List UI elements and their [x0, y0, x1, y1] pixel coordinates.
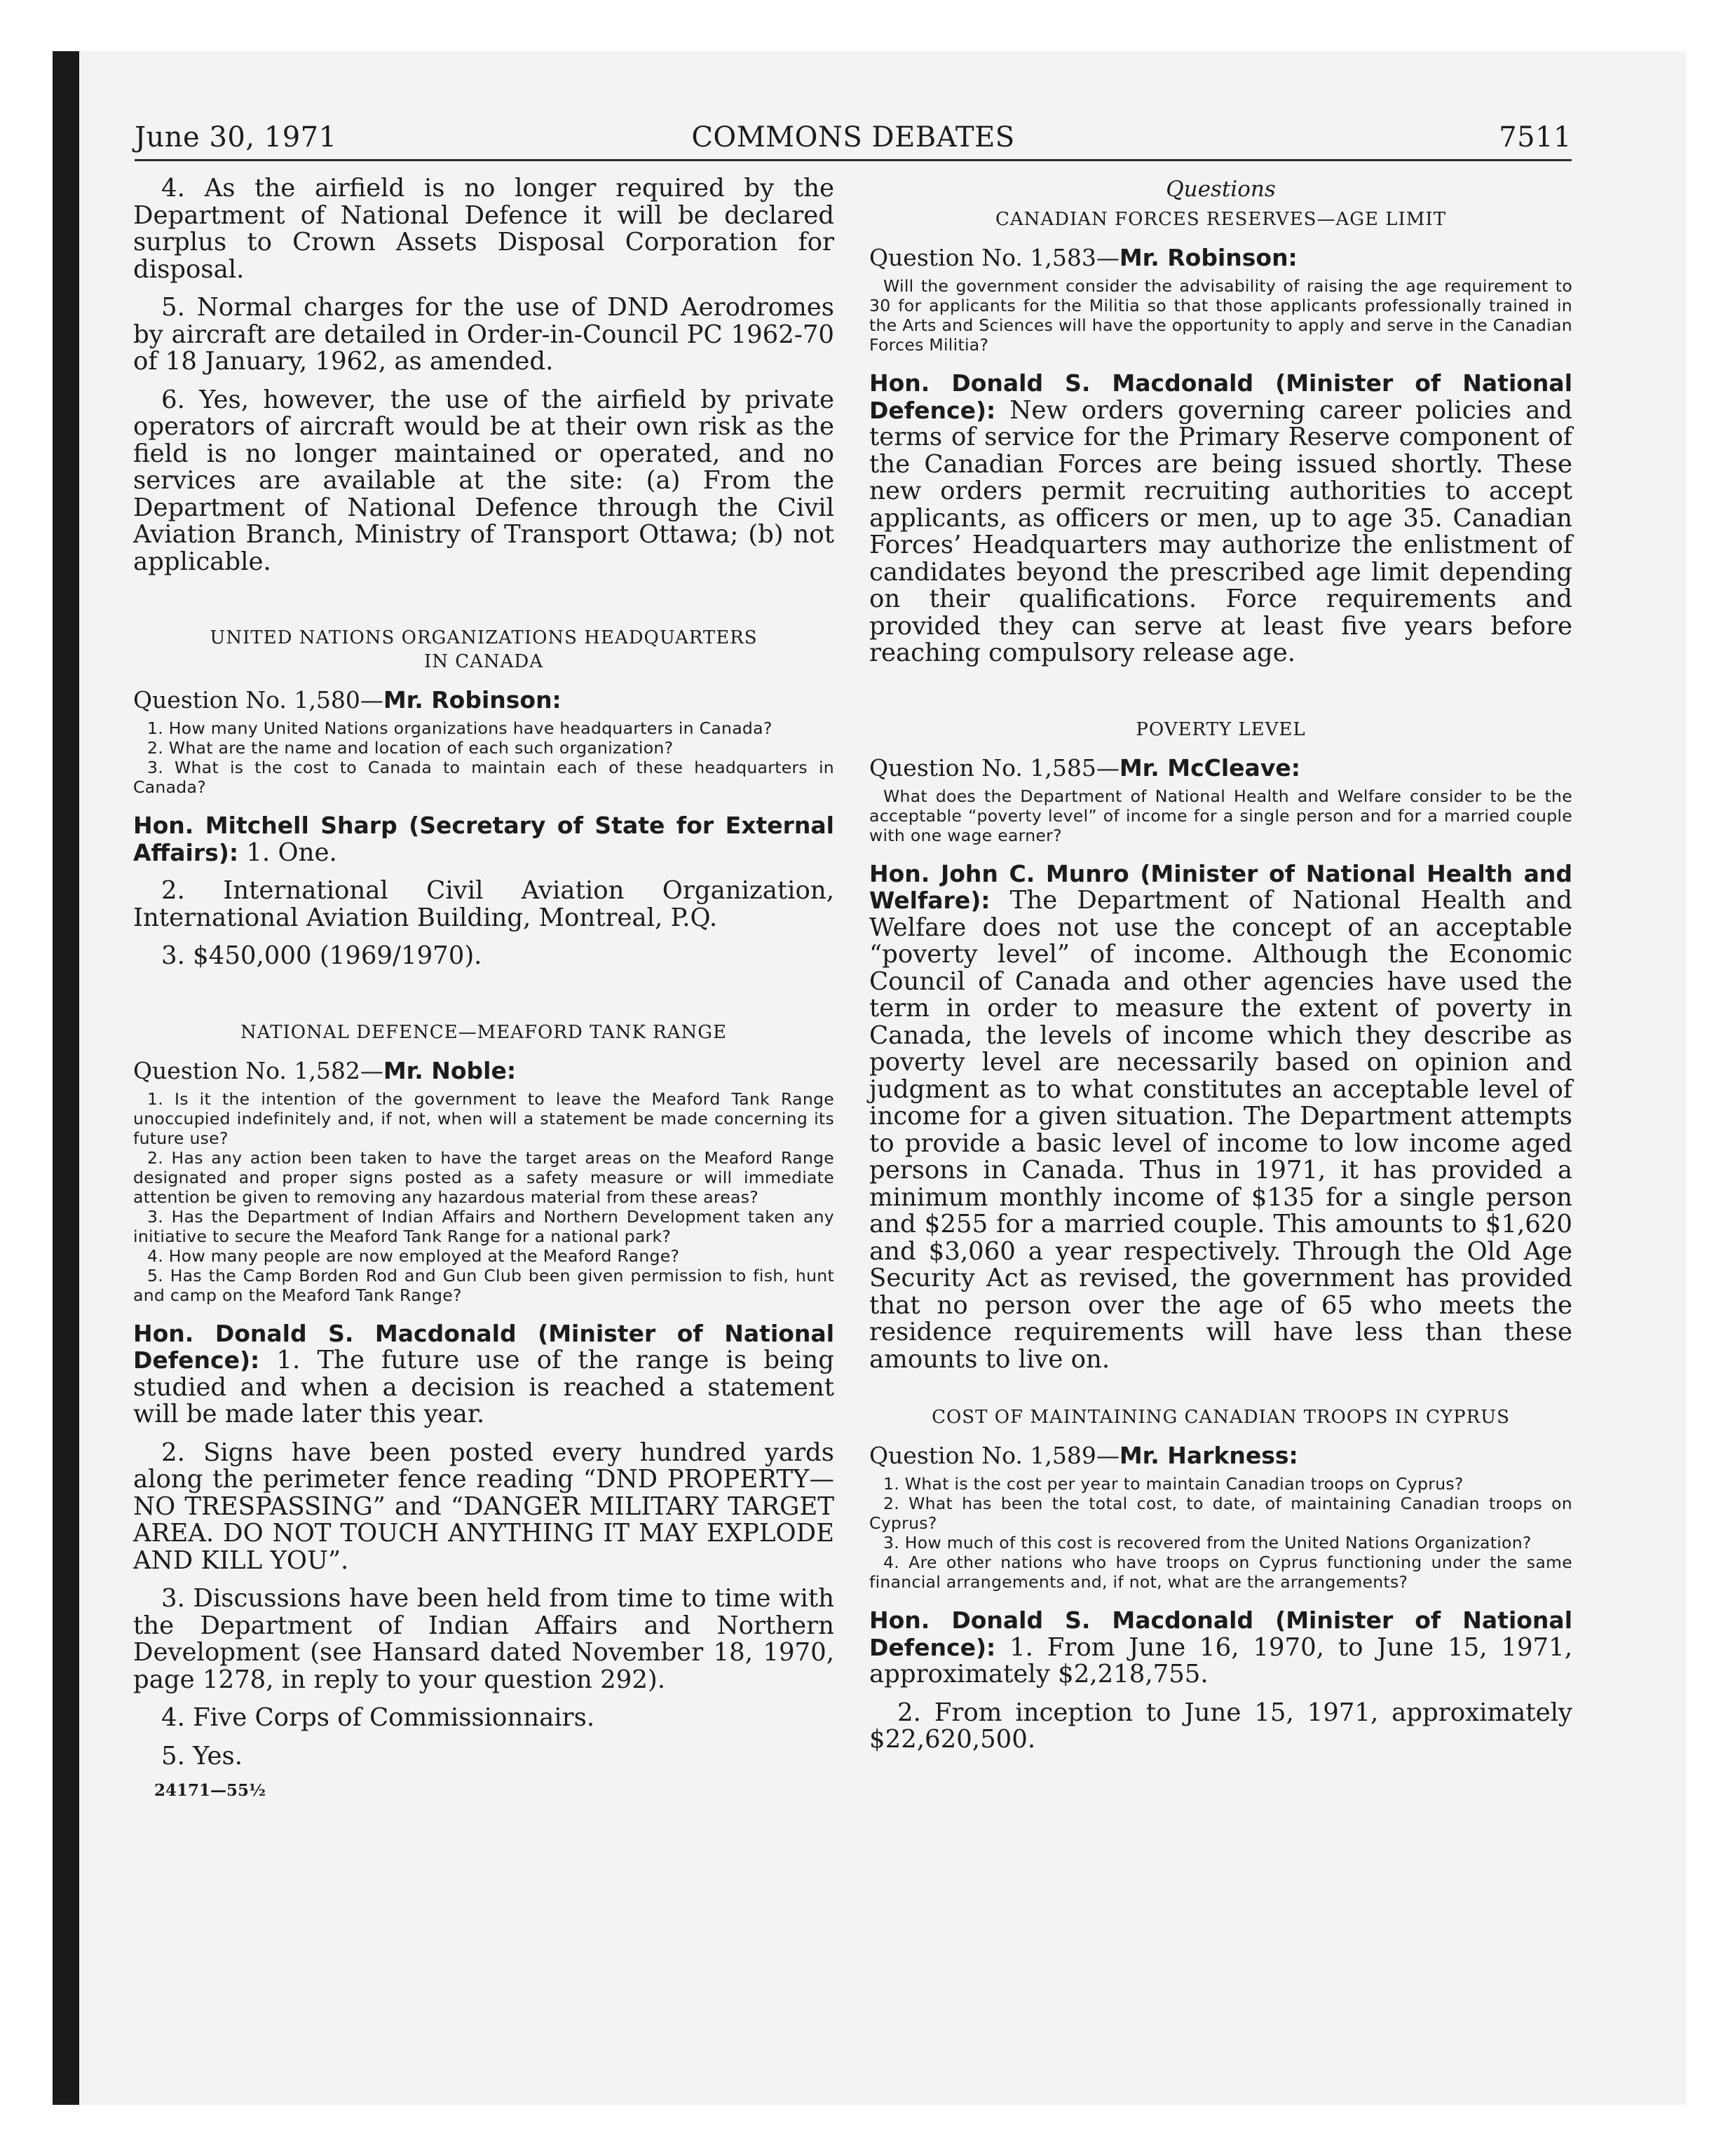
- question-text: What does the Department of National Health and Welfare consider to be the acceptable “poverty level” of income for a single person and for a married couple with one wage earner?: [869, 786, 1572, 845]
- section-meaford: [133, 1021, 834, 1770]
- question-text: 1. How many United Nations organizations have headquarters in Canada?: [147, 718, 773, 738]
- section-poverty: [869, 718, 1572, 1374]
- answer-paragraph: 2. Signs have been posted every hundred yards along the perimeter fence reading “DND PROPERTY—NO TRESPASSING” and “DANGER MILITARY TARGET AREA. DO NOT TOUCH ANYTHING IT MAY EXPLODE AND KILL YOU”.: [133, 1438, 834, 1575]
- question-block: [133, 1089, 834, 1305]
- header-page-number: 7511: [1499, 121, 1572, 153]
- answer-paragraph: [869, 1607, 1572, 1688]
- header-date: June 30, 1971: [135, 121, 337, 153]
- answer-paragraph: 4. Five Corps of Commissionnairs.: [161, 1703, 595, 1732]
- answer-paragraph: 5. Yes.: [161, 1741, 243, 1770]
- question-block: [869, 276, 1572, 355]
- right-column: [869, 175, 1572, 1765]
- question-text: 1. Is it the intention of the government to leave the Meaford Tank Range unoccupied indefinitely and, if not, when will a statement be made concerning its future use?: [133, 1089, 834, 1148]
- question-line: [133, 686, 834, 714]
- answer-paragraph: 3. Discussions have been held from time to time with the Department of Indian Affairs and Northern Development (see Hansard dated November 18, 1970, page 1278, in reply to your question 292).: [133, 1584, 834, 1694]
- answerer: Hon. Donald S. Macdonald (Minister of National Defence):: [869, 1606, 1572, 1661]
- answer-paragraph: [133, 812, 834, 866]
- header-title: COMMONS DEBATES: [691, 121, 1015, 153]
- asker: Mr. Harkness:: [1119, 1442, 1298, 1469]
- answerer: Hon. Donald S. Macdonald (Minister of National Defence):: [133, 1319, 834, 1374]
- page-header: [135, 116, 1572, 161]
- question-block: [869, 1474, 1572, 1592]
- answer-paragraph: [869, 861, 1572, 1374]
- answer-text: 1. One.: [246, 838, 337, 867]
- question-number: Question No. 1,583—: [869, 244, 1120, 271]
- answer-paragraph: 2. From inception to June 15, 1971, approximately $22,620,500.: [869, 1698, 1572, 1754]
- question-number: Question No. 1,582—: [133, 1056, 383, 1084]
- question-number: Question No. 1,585—: [869, 753, 1120, 782]
- answerer: Hon. Mitchell Sharp (Secretary of State for External Affairs):: [133, 812, 834, 866]
- heading-line: IN CANADA: [423, 651, 544, 672]
- heading-line: UNITED NATIONS ORGANIZATIONS HEADQUARTERS: [210, 627, 758, 648]
- asker: Mr. Noble:: [383, 1056, 517, 1084]
- section-label: Questions: [1166, 177, 1276, 202]
- question-text: 5. Has the Camp Borden Rod and Gun Club been given permission to fish, hunt and camp on the Meaford Tank Range?: [133, 1265, 834, 1305]
- asker: Mr. Robinson:: [1119, 244, 1298, 271]
- answerer: Hon. Donald S. Macdonald (Minister of National Defence):: [869, 369, 1572, 424]
- answer-paragraph: [869, 370, 1572, 667]
- answerer: Hon. John C. Munro (Minister of National Health and Welfare):: [869, 859, 1572, 914]
- left-column: [133, 175, 834, 1800]
- answer-paragraph: 3. $450,000 (1969/1970).: [161, 941, 482, 970]
- footer-code: 24171—55½: [154, 1781, 266, 1800]
- answer-paragraph: [133, 1321, 834, 1428]
- section-heading: COST OF MAINTAINING CANADIAN TROOPS IN CYPRUS: [932, 1407, 1510, 1428]
- question-block: [869, 786, 1572, 845]
- question-text: 3. What is the cost to Canada to maintain each of these headquarters in Canada?: [133, 758, 834, 797]
- paragraph: 6. Yes, however, the use of the airfield by private operators of aircraft would be at their own risk as the field is no longer maintained or operated, and no services are available at the site: (a) From the Department of National Defence through the Civil Aviation Branch, Ministry of Transport Ottawa; (b) not applicable.: [133, 385, 834, 576]
- question-number: Question No. 1,580—: [133, 686, 383, 714]
- paragraph: 5. Normal charges for the use of DND Aerodromes by aircraft are detailed in Order-in-Council PC 1962-70 of 18 January, 1962, as amended.: [133, 293, 834, 376]
- question-line: [869, 1442, 1572, 1470]
- question-text: 4. How many people are now employed at the Meaford Range?: [147, 1246, 680, 1266]
- section-heading: [133, 626, 834, 674]
- section-heading: NATIONAL DEFENCE—MEAFORD TANK RANGE: [240, 1021, 727, 1043]
- question-text: 3. Has the Department of Indian Affairs and Northern Development taken any initiative to secure the Meaford Tank Range for a national park?: [133, 1206, 834, 1246]
- answer-text: 1. From June 16, 1970, to June 15, 1971, approximately $2,218,755.: [869, 1632, 1572, 1688]
- section-cyprus: [869, 1405, 1572, 1754]
- answer-paragraph: 2. International Civil Aviation Organization, International Aviation Building, Montreal, P.Q.: [133, 876, 834, 932]
- question-number: Question No. 1,589—: [869, 1442, 1120, 1469]
- section-reserves: [869, 207, 1572, 667]
- question-block: [133, 718, 834, 797]
- section-un-headquarters: [133, 626, 834, 970]
- asker: Mr. McCleave:: [1119, 753, 1300, 782]
- paragraph: 4. As the airfield is no longer required by the Department of National Defence it will be declared surplus to Crown Assets Disposal Corporation for disposal.: [133, 174, 834, 284]
- question-text: 3. How much of this cost is recovered from the United Nations Organization?: [883, 1533, 1532, 1553]
- question-text: Will the government consider the advisability of raising the age requirement to 30 for applicants for the Militia so that those applicants professionally trained in the Arts and Sciences will have the opportunity to apply and serve in the Canadian Forces Militia?: [869, 276, 1572, 355]
- scan-edge-bar: [53, 51, 79, 2105]
- question-line: [133, 1057, 834, 1085]
- question-text: 2. What are the name and location of each such organization?: [147, 738, 674, 758]
- asker: Mr. Robinson:: [383, 686, 562, 714]
- question-text: 4. Are other nations who have troops on Cyprus functioning under the same financial arrangements and, if not, what are the arrangements?: [869, 1553, 1572, 1592]
- question-text: 2. What has been the total cost, to date, of maintaining Canadian troops on Cyprus?: [869, 1494, 1572, 1533]
- answer-text: The Department of National Health and Welfare does not use the concept of an acceptable “poverty level” of income. Although the Economic Council of Canada and other agencies have used the term in order to measure the extent of poverty in Canada, the levels of income which they describe as poverty level are necessarily based on opinion and judgment as to what constitutes an acceptable level of income for a given situation. The Department attempts to provide a basic level of income to low income aged persons in Canada. Thus in 1971, it has provided a minimum monthly income of $135 for a single person and $255 for a married couple. This amounts to $1,620 and $3,060 a year respectively. Through the Old Age Security Act as revised, the government has provided that no person over the age of 65 who meets the residence requirements will have less than these amounts to live on.: [869, 886, 1572, 1374]
- section-heading: CANADIAN FORCES RESERVES—AGE LIMIT: [995, 209, 1447, 230]
- question-text: 1. What is the cost per year to maintain Canadian troops on Cyprus?: [883, 1474, 1464, 1494]
- answer-text: New orders governing career policies and terms of service for the Primary Reserve component of the Canadian Forces are being issued shortly. These new orders permit recruiting authorities to accept applicants, as officers or men, up to age 35. Canadian Forces’ Headquarters may authorize the enlistment of candidates beyond the prescribed age limit depending on their qualifications. Force requirements and provided they can serve at least five years before reaching compulsory release age.: [869, 395, 1572, 667]
- question-line: [869, 754, 1572, 782]
- section-heading: POVERTY LEVEL: [1136, 718, 1306, 740]
- question-text: 2. Has any action been taken to have the target areas on the Meaford Range designated and proper signs posted as a safety measure or will immediate attention be given to removing any hazardous material from these areas?: [133, 1147, 834, 1207]
- answer-text: 1. The future use of the range is being studied and when a decision is reached a statement will be made later this year.: [133, 1346, 834, 1428]
- question-line: [869, 244, 1572, 272]
